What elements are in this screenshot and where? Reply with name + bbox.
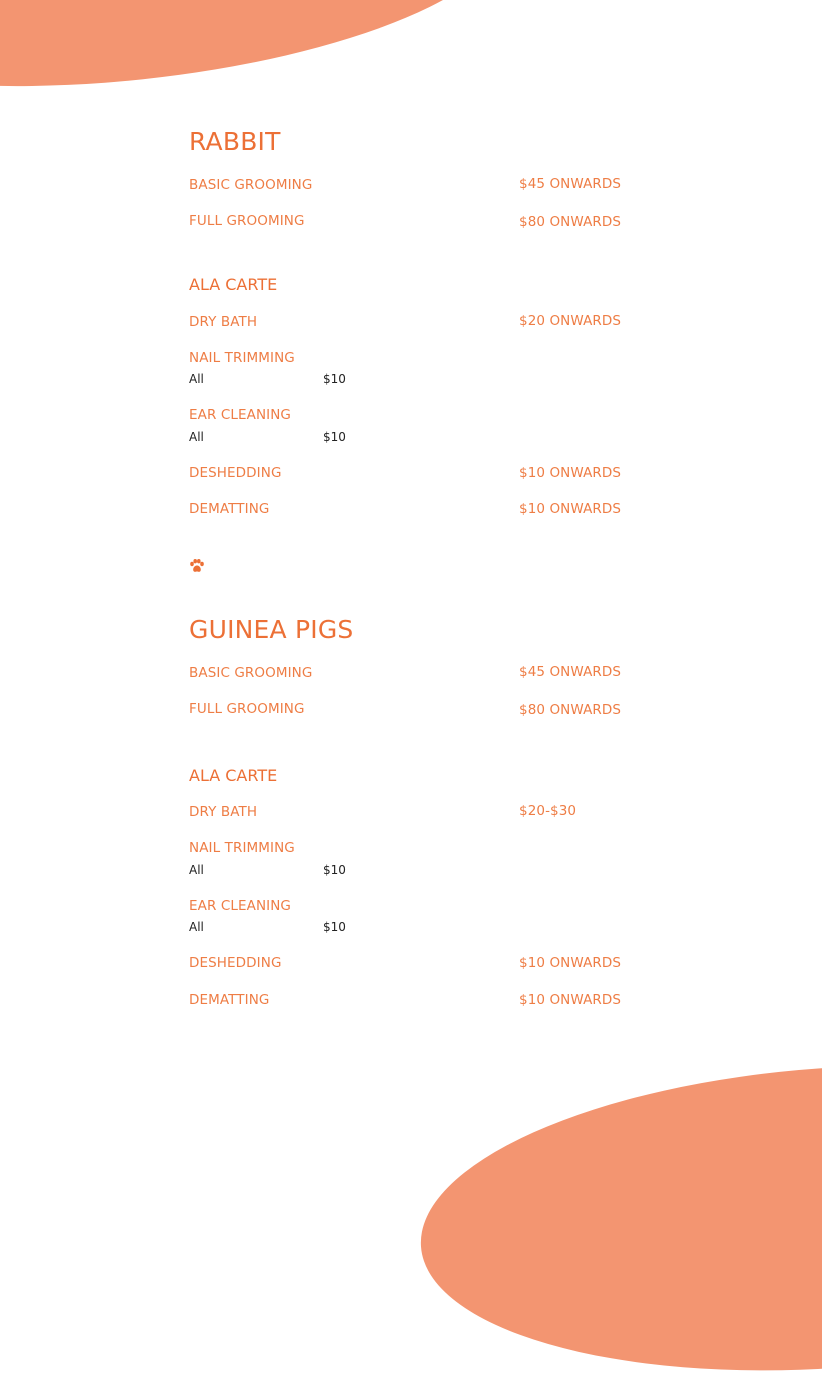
service-price: $20-$30 bbox=[519, 803, 577, 819]
service-price: $20 ONWARDS bbox=[519, 313, 622, 329]
sub-label: All bbox=[189, 430, 204, 444]
service-name: FULL GROOMING bbox=[189, 701, 305, 717]
sub-label: All bbox=[189, 372, 204, 386]
service-name: DESHEDDING bbox=[189, 955, 282, 971]
sub-price: $10 bbox=[323, 863, 346, 877]
sub-label: All bbox=[189, 920, 204, 934]
service-name: BASIC GROOMING bbox=[189, 177, 313, 193]
service-price: $10 ONWARDS bbox=[519, 501, 622, 517]
service-price: $10 ONWARDS bbox=[519, 465, 622, 481]
service-name: NAIL TRIMMING bbox=[189, 840, 295, 856]
ala-carte-title: ALA CARTE bbox=[189, 766, 278, 785]
sub-price: $10 bbox=[323, 920, 346, 934]
service-price: $10 ONWARDS bbox=[519, 992, 622, 1008]
service-price: $45 ONWARDS bbox=[519, 664, 622, 680]
service-name: EAR CLEANING bbox=[189, 407, 291, 423]
decorative-blob-bottom bbox=[411, 1040, 822, 1396]
service-name: DEMATTING bbox=[189, 992, 270, 1008]
service-name: EAR CLEANING bbox=[189, 898, 291, 914]
service-name: FULL GROOMING bbox=[189, 213, 305, 229]
service-price: $80 ONWARDS bbox=[519, 702, 622, 718]
sub-price: $10 bbox=[323, 430, 346, 444]
sub-price: $10 bbox=[323, 372, 346, 386]
section-title-rabbit: RABBIT bbox=[189, 127, 281, 156]
service-name: DEMATTING bbox=[189, 501, 270, 517]
service-name: NAIL TRIMMING bbox=[189, 350, 295, 366]
ala-carte-title: ALA CARTE bbox=[189, 275, 278, 294]
section-title-guinea-pigs: GUINEA PIGS bbox=[189, 615, 354, 644]
service-price: $80 ONWARDS bbox=[519, 214, 622, 230]
paw-icon bbox=[189, 559, 205, 573]
service-price: $10 ONWARDS bbox=[519, 955, 622, 971]
service-name: DRY BATH bbox=[189, 314, 258, 330]
service-name: DRY BATH bbox=[189, 804, 258, 820]
service-name: DESHEDDING bbox=[189, 465, 282, 481]
decorative-blob-top bbox=[0, 0, 520, 119]
sub-label: All bbox=[189, 863, 204, 877]
service-name: BASIC GROOMING bbox=[189, 665, 313, 681]
service-price: $45 ONWARDS bbox=[519, 176, 622, 192]
